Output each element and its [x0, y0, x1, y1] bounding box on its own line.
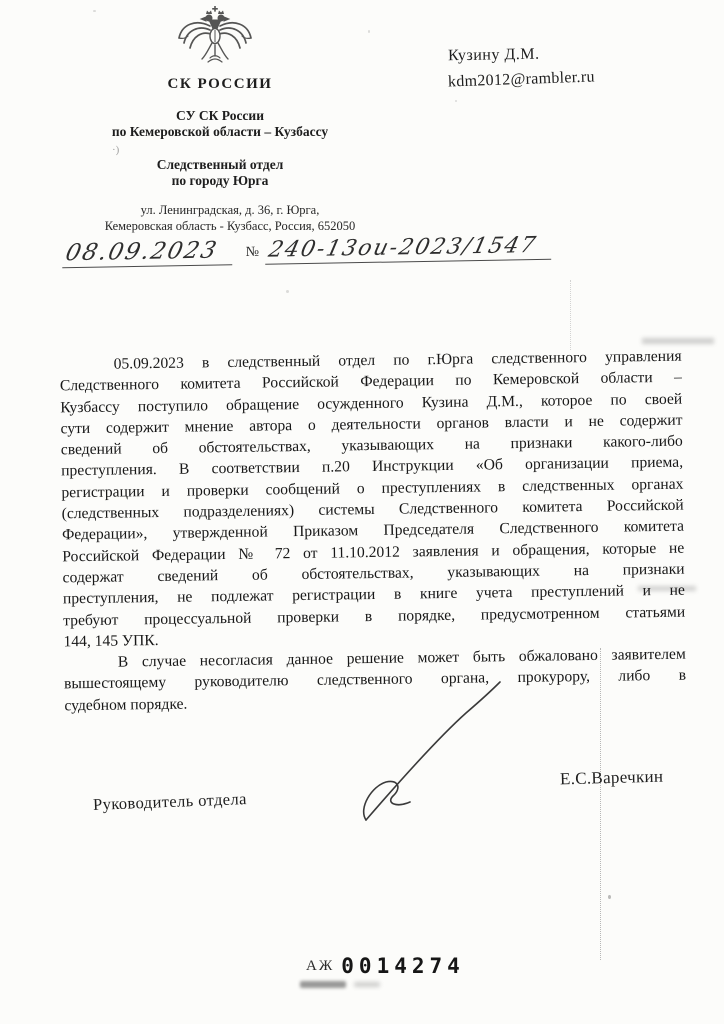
body-line: В случае несогласия данное решение может быть обжаловано заявителем [117, 645, 686, 671]
signer-position-title: Руководитель отдела [92, 789, 248, 814]
signer-name: Е.С.Варечкин [559, 766, 664, 789]
body-line: преступления, не подлежат регистрации в книге учета преступлений и не [62, 581, 685, 608]
body-line: (следственных подразделениях) системы Следственного комитета Российской [61, 496, 684, 523]
body-line: преступления. В соответствии п.20 Инструкции «Об организации приема, [61, 454, 684, 480]
body-line: Кузбассу поступило обращение осужденного Кузина Д.М., которое по своей [60, 390, 683, 416]
body-line: судебном порядке. [64, 695, 188, 715]
requisites-row [62, 232, 551, 269]
registration-stamp [306, 954, 465, 978]
recipient-block [448, 46, 595, 89]
body-line: вышестоящему руководителю следственного органа, прокурору, либо в [63, 667, 687, 693]
number-sign: № [245, 244, 260, 261]
body-line: Российской Федерации № 72 от 11.10.2012 заявления и обращения, которые не [62, 539, 685, 566]
scan-fold-line-top [570, 280, 571, 350]
org-name-main: СК РОССИИ [167, 76, 273, 92]
body-line: требуют процессуальной проверки в порядке, предусмотренном статьями [63, 603, 686, 629]
stamp-number: 0014274 [341, 954, 465, 978]
body-line: содержат сведений об обстоятельствах, указывающих на признаки [62, 560, 685, 587]
scan-artifact-mark: ·) [112, 144, 120, 156]
body-line: сути содержит мнение автора о деятельности органов власти и не содержит [60, 411, 683, 438]
org-name-regional [38, 108, 402, 139]
stamp-series: АЖ [306, 957, 335, 974]
address-line: ул. Ленинградская, д. 36, г. Юрга, [140, 203, 320, 217]
double-headed-eagle-icon [173, 5, 257, 73]
scan-speck [455, 100, 457, 102]
body-line: 144, 145 УПК. [63, 631, 159, 651]
scan-speck [608, 895, 611, 899]
dept-line: по городу Юрга [171, 172, 269, 188]
org-address [38, 203, 422, 234]
recipient-name: Кузину Д.М. [447, 45, 540, 65]
stamp-smudge [354, 982, 380, 987]
body-line: Следственного комитета Российской Федерации по Кемеровской области – [59, 368, 683, 395]
body-line: регистрации и проверки сообщений о преступлениях в следственных органах [61, 475, 684, 502]
address-line: Кемеровская область - Кузбасс, Россия, 652050 [104, 218, 356, 233]
scan-speck [93, 10, 96, 12]
org-line: по Кемеровской области – Кузбассу [111, 123, 329, 139]
org-line: СУ СК России [176, 108, 264, 123]
stamp-smudge [300, 981, 346, 988]
department-name [58, 157, 382, 188]
handwritten-date: 08.09.2023 [62, 237, 232, 268]
body-line: сведений об обстоятельствах, указывающих на признаки какого-либо [60, 432, 683, 459]
handwritten-signature-icon [338, 658, 538, 838]
scan-edge-smudge [642, 338, 714, 344]
body-line: Федерации», утвержденной Приказом Председателя Следственного комитета [61, 518, 685, 544]
scan-speck [286, 290, 289, 293]
dept-line: Следственный отдел [156, 157, 284, 172]
scan-speck [368, 30, 370, 33]
recipient-email: kdm2012@rambler.ru [447, 68, 596, 91]
handwritten-outgoing-number: 240-13ои-2023/1547 [265, 233, 551, 265]
body-line: 05.09.2023 в следственный отдел по г.Юрга следственного управления [113, 347, 682, 373]
